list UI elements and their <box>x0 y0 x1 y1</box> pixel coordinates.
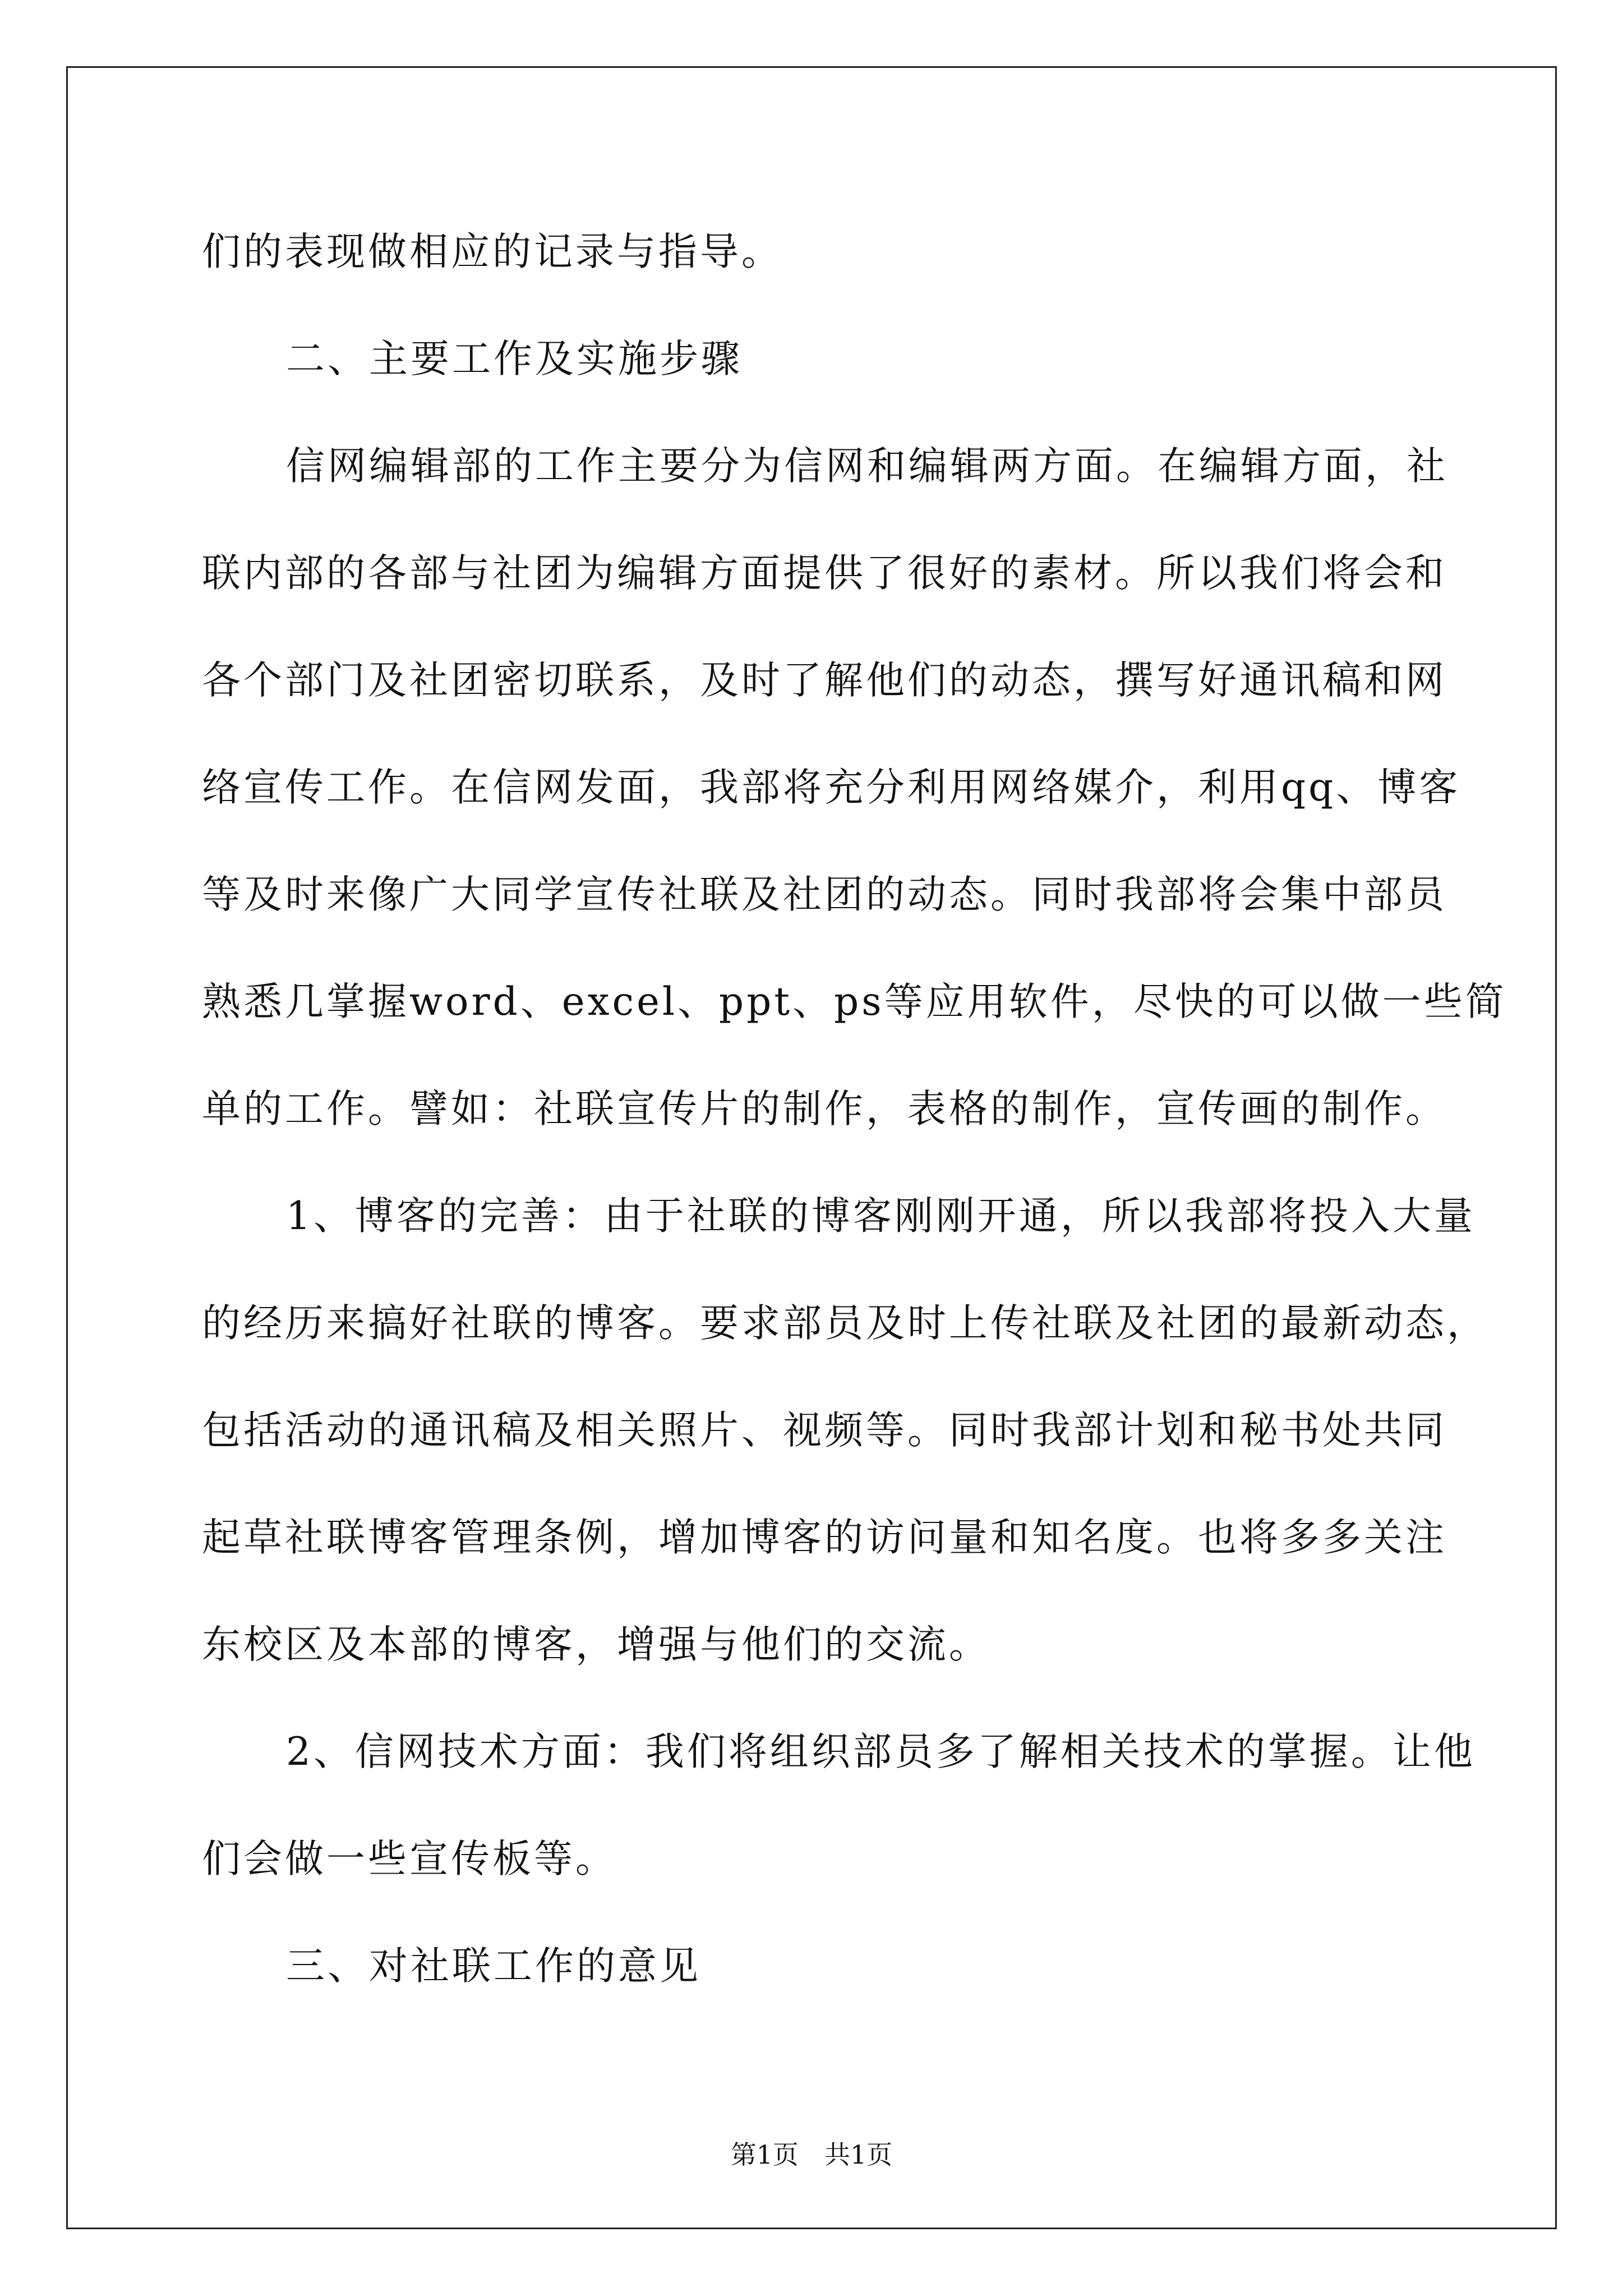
text-line: 1、博客的完善：由于社联的博客刚刚开通，所以我部将投入大量 <box>286 1194 1476 1239</box>
text-line: 起草社联博客管理条例，增加博客的访问量和知名度。也将多多关注 <box>202 1515 1447 1560</box>
section-heading: 二、主要工作及实施步骤 <box>286 337 743 381</box>
text-line: 各个部门及社团密切联系，及时了解他们的动态，撰写好通讯稿和网 <box>202 658 1447 703</box>
page-number-footer: 第1页 共1页 <box>730 2139 893 2170</box>
text-line: 的经历来搞好社联的博客。要求部员及时上传社联及社团的最新动态， <box>202 1301 1488 1346</box>
section-heading: 三、对社联工作的意见 <box>286 1944 701 1989</box>
text-line: 们会做一些宣传板等。 <box>202 1837 617 1881</box>
text-line: 联内部的各部与社团为编辑方面提供了很好的素材。所以我们将会和 <box>202 551 1447 596</box>
text-line: 信网编辑部的工作主要分为信网和编辑两方面。在编辑方面，社 <box>286 444 1448 489</box>
document-body <box>202 199 1507 2020</box>
text-line: 2、信网技术方面：我们将组织部员多了解相关技术的掌握。让他 <box>286 1729 1476 1774</box>
text-line: 等及时来像广大同学宣传社联及社团的动态。同时我部将会集中部员 <box>202 872 1447 917</box>
text-line: 熟悉几掌握word、excel、ppt、ps等应用软件，尽快的可以做一些简 <box>202 979 1507 1024</box>
text-line: 东校区及本部的博客，增强与他们的交流。 <box>202 1622 990 1667</box>
text-line: 们的表现做相应的记录与指导。 <box>202 229 783 274</box>
text-line: 络宣传工作。在信网发面，我部将充分利用网络媒介，利用qq、博客 <box>202 765 1461 810</box>
text-line: 单的工作。譬如：社联宣传片的制作，表格的制作，宣传画的制作。 <box>202 1087 1447 1131</box>
text-line: 包括活动的通讯稿及相关照片、视频等。同时我部计划和秘书处共同 <box>202 1408 1447 1453</box>
